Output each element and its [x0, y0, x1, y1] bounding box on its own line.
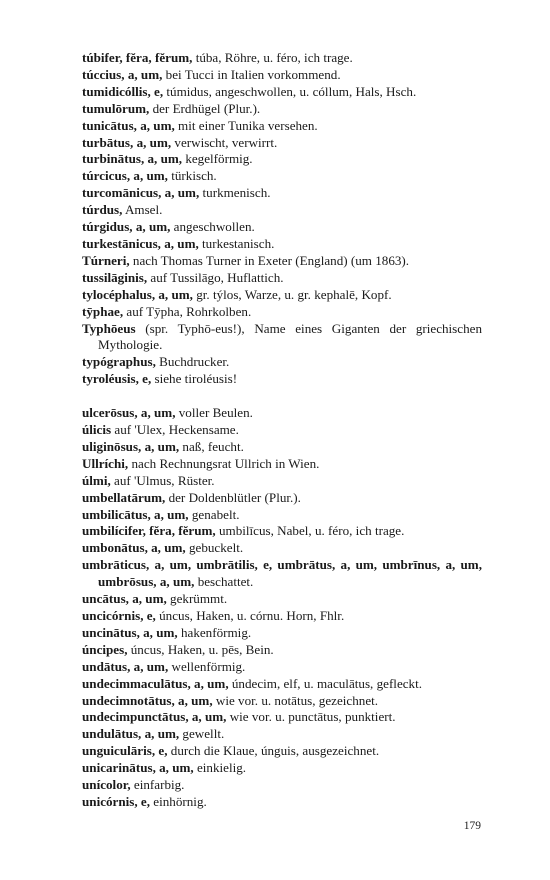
definition: einhörnig.	[150, 793, 207, 809]
headword: umbilícifer, fĕra, fĕrum,	[82, 523, 216, 539]
entry	[82, 540, 482, 557]
headword: turkestānicus, a, um,	[82, 235, 199, 251]
headword: unicórnis, e,	[82, 793, 151, 809]
definition: auf Tȳpha, Rohrkolben.	[123, 303, 252, 319]
definition: mit einer Tunika versehen.	[174, 117, 318, 133]
entry	[82, 473, 482, 490]
entry	[82, 67, 482, 84]
entry	[82, 253, 482, 270]
entry	[82, 270, 482, 287]
definition: nach Thomas Turner in Exeter (England) (um 1863).	[129, 252, 410, 268]
definition: nach Rechnungsrat Ullrich in Wien.	[128, 455, 320, 471]
entry	[82, 321, 482, 355]
headword: tumidicóllis, e,	[82, 83, 164, 99]
entry	[82, 168, 482, 185]
headword: tȳphae,	[82, 303, 124, 319]
headword: uncātus, a, um,	[82, 591, 167, 607]
headword: tunicātus, a, um,	[82, 117, 175, 133]
headword: umbellatārum,	[82, 489, 166, 505]
definition: túmidus, angeschwollen, u. cóllum, Hals, Hsch.	[163, 83, 417, 99]
entry	[82, 371, 482, 388]
entry	[82, 101, 482, 118]
headword: undecimmaculātus, a, um,	[82, 675, 229, 691]
headword: ulcerōsus, a, um,	[82, 405, 176, 421]
headword: túrcicus, a, um,	[82, 168, 168, 184]
definition: gekrümmt.	[166, 591, 228, 607]
definition: Buchdrucker.	[155, 354, 230, 370]
entry	[82, 625, 482, 642]
page-number: 179	[463, 820, 481, 832]
dictionary-page	[82, 50, 482, 811]
headword: turbinātus, a, um,	[82, 151, 183, 167]
entry	[82, 439, 482, 456]
entry	[82, 659, 482, 676]
definition: gr. týlos, Warze, u. gr. kephalē, Kopf.	[192, 286, 392, 302]
definition: der Erdhügel (Plur.).	[149, 100, 261, 116]
headword: úlicis	[82, 422, 112, 438]
headword: tumulōrum,	[82, 100, 150, 116]
entry	[82, 507, 482, 524]
entry	[82, 693, 482, 710]
entry	[82, 236, 482, 253]
headword: uliginōsus, a, um,	[82, 438, 180, 454]
definition: auf 'Ulmus, Rüster.	[110, 472, 215, 488]
definition: úndecim, elf, u. maculātus, gefleckt.	[228, 675, 423, 691]
headword: tyroléusis, e,	[82, 371, 152, 387]
definition: hakenförmig.	[177, 624, 252, 640]
headword: tussilāginis,	[82, 269, 148, 285]
headword: unguiculāris, e,	[82, 743, 168, 759]
definition: einkielig.	[193, 760, 247, 776]
entry	[82, 726, 482, 743]
entry	[82, 135, 482, 152]
section-u	[82, 405, 482, 811]
definition: auf 'Ulex, Heckensame.	[111, 422, 239, 438]
entry	[82, 304, 482, 321]
headword: turbātus, a, um,	[82, 134, 172, 150]
definition: türkisch.	[167, 168, 217, 184]
definition: einfarbig.	[130, 777, 185, 793]
entry	[82, 709, 482, 726]
definition: angeschwollen.	[170, 219, 255, 235]
entry	[82, 557, 482, 591]
entry	[82, 777, 482, 794]
entry	[82, 490, 482, 507]
definition: voller Beulen.	[175, 405, 253, 421]
headword: uncicórnis, e,	[82, 608, 156, 623]
definition: kegelförmig.	[182, 151, 253, 167]
entry	[82, 794, 482, 811]
headword: Typhōeus	[82, 320, 136, 336]
entry	[82, 405, 482, 422]
headword: túbifer, fĕra, fĕrum,	[82, 50, 193, 65]
headword: túccius, a, um,	[82, 66, 163, 82]
definition: gewellt.	[179, 726, 225, 742]
headword: Túrneri,	[82, 252, 130, 268]
headword: undulātus, a, um,	[82, 726, 180, 742]
definition: beschattet.	[194, 574, 254, 590]
entry	[82, 84, 482, 101]
entry	[82, 202, 482, 219]
definition: wie vor. u. notātus, gezeichnet.	[212, 692, 379, 708]
entry	[82, 287, 482, 304]
headword: Ullríchi,	[82, 455, 129, 471]
entry	[82, 219, 482, 236]
definition: bei Tucci in Italien vorkommend.	[162, 66, 341, 82]
headword: undātus, a, um,	[82, 658, 169, 674]
headword: úncipes,	[82, 641, 128, 657]
headword: undecimnotātus, a, um,	[82, 692, 213, 708]
entry	[82, 523, 482, 540]
definition: turkmenisch.	[199, 185, 271, 201]
headword: unícolor,	[82, 777, 131, 793]
entry	[82, 456, 482, 473]
definition: durch die Klaue, únguis, ausgezeichnet.	[167, 743, 380, 759]
definition: (spr. Typhō-eus!), Name eines Giganten der griechischen Mythologie.	[98, 320, 482, 353]
entry	[82, 118, 482, 135]
headword: unicarinātus, a, um,	[82, 760, 194, 776]
definition: úncus, Haken, u. córnu. Horn, Fhlr.	[155, 608, 345, 623]
definition: wie vor. u. punctātus, punktiert.	[226, 709, 396, 725]
entry	[82, 676, 482, 693]
entry	[82, 422, 482, 439]
definition: verwischt, verwirrt.	[171, 134, 278, 150]
headword: túrdus,	[82, 202, 123, 218]
headword: umbilicātus, a, um,	[82, 506, 189, 522]
definition: genabelt.	[188, 506, 240, 522]
definition: naß, feucht.	[179, 438, 244, 454]
entry	[82, 185, 482, 202]
definition: auf Tussilāgo, Huflattich.	[147, 269, 284, 285]
section-t	[82, 50, 482, 388]
entry	[82, 50, 482, 67]
definition: Amsel.	[122, 202, 163, 218]
entry	[82, 743, 482, 760]
definition: túba, Röhre, u. féro, ich trage.	[192, 50, 353, 65]
headword: úlmi,	[82, 472, 111, 488]
entry	[82, 591, 482, 608]
headword: typógraphus,	[82, 354, 156, 370]
headword: turcomānicus, a, um,	[82, 185, 200, 201]
definition: úncus, Haken, u. pēs, Bein.	[127, 641, 274, 657]
definition: wellenförmig.	[168, 658, 246, 674]
definition: der Doldenblütler (Plur.).	[165, 489, 301, 505]
entry	[82, 642, 482, 659]
headword: túrgidus, a, um,	[82, 219, 171, 235]
definition: siehe tiroléusis!	[151, 371, 238, 387]
entry	[82, 354, 482, 371]
definition: turkestanisch.	[198, 235, 275, 251]
entry	[82, 760, 482, 777]
definition: gebuckelt.	[185, 540, 244, 556]
definition: umbilīcus, Nabel, u. féro, ich trage.	[215, 523, 405, 539]
headword: uncinātus, a, um,	[82, 624, 178, 640]
entry	[82, 151, 482, 168]
headword: tylocéphalus, a, um,	[82, 286, 193, 302]
entry	[82, 608, 482, 625]
headword: undecimpunctātus, a, um,	[82, 709, 227, 725]
headword: umbrāticus, a, um, umbrātilis, e, umbrātus, a, um, umbrīnus, a, um, umbrōsus, a, um,	[82, 557, 482, 590]
headword: umbonātus, a, um,	[82, 540, 186, 556]
